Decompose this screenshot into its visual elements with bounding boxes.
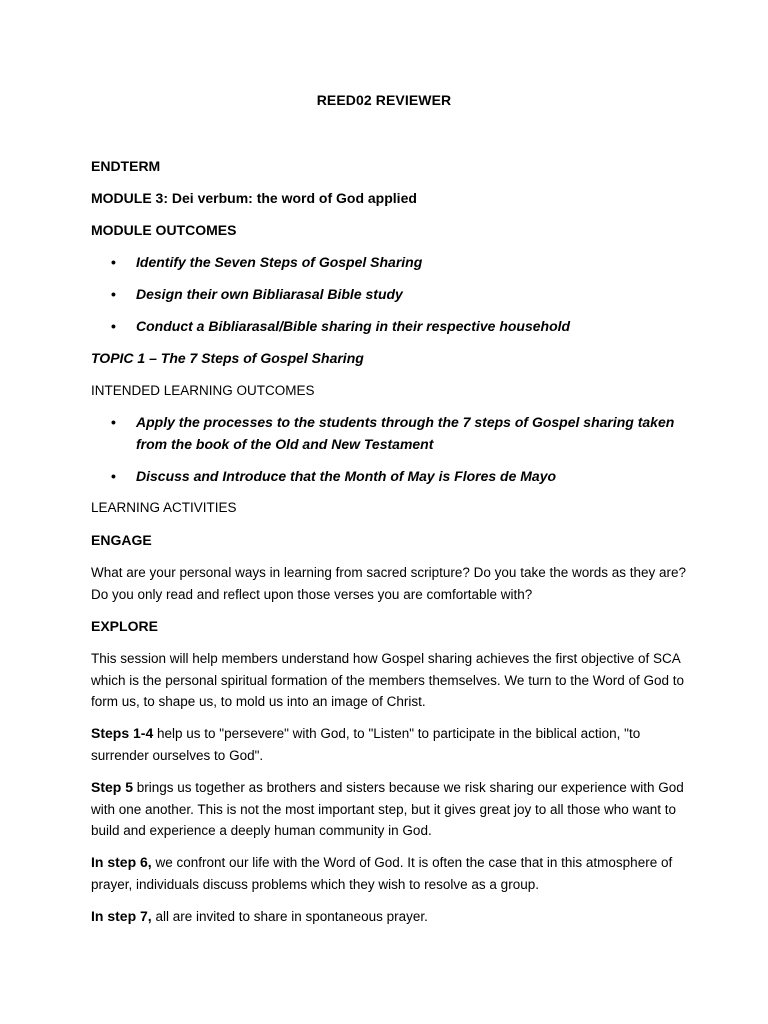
topic-heading: TOPIC 1 – The 7 Steps of Gospel Sharing <box>91 350 364 366</box>
step-text: we confront our life with the Word of God. It is often the case that in this atmosphere of prayer, individuals discuss problems which they wish to resolve as a group. <box>91 855 673 892</box>
learning-activities-heading: LEARNING ACTIVITIES <box>91 500 237 515</box>
ilo-item: • Discuss and Introduce that the Month of May is Flores de Mayo <box>111 465 691 487</box>
engage-paragraph: What are your personal ways in learning from sacred scripture? Do you take the words as they are? Do you only read and reflect upon those verses you are comfortable with? <box>91 565 687 602</box>
module-heading: MODULE 3: Dei verbum: the word of God applied <box>91 190 417 206</box>
bullet-icon: • <box>111 318 116 334</box>
step-text: help us to "persevere" with God, to "Listen" to participate in the biblical action, "to surrender ourselves to God". <box>91 726 641 763</box>
module-outcome-item: • Identify the Seven Steps of Gospel Sharing <box>111 251 691 273</box>
ilo-heading: INTENDED LEARNING OUTCOMES <box>91 383 315 398</box>
bullet-icon: • <box>111 286 116 302</box>
step-paragraph <box>91 852 691 895</box>
engage-heading: ENGAGE <box>91 532 152 548</box>
ilo-item: • Apply the processes to the students through the 7 steps of Gospel sharing taken from the book of the Old and New Testament <box>111 411 691 455</box>
step-text: all are invited to share in spontaneous prayer. <box>151 909 428 924</box>
module-outcome-item: • Conduct a Bibliarasal/Bible sharing in their respective household <box>111 315 691 337</box>
step-lead: Steps 1-4 <box>91 725 154 741</box>
step-lead: Step 5 <box>91 779 134 795</box>
module-outcome-item: • Design their own Bibliarasal Bible study <box>111 283 691 305</box>
step-paragraph <box>91 723 691 766</box>
bullet-icon: • <box>111 468 116 484</box>
step-lead: In step 7, <box>91 908 152 924</box>
step-text: brings us together as brothers and sisters because we risk sharing our experience with God with one another. This is not the most important step, but it gives great joy to all those who want to build and experience a deeply human community in God. <box>91 780 684 838</box>
explore-heading: EXPLORE <box>91 618 158 634</box>
step-lead: In step 6, <box>91 854 152 870</box>
step-paragraph <box>91 777 691 842</box>
explore-paragraph: This session will help members understand how Gospel sharing achieves the first objective of SCA which is the personal spiritual formation of the members themselves. We turn to the Word of God to form us, to shape us, to mold us into an image of Christ. <box>91 651 685 709</box>
document-title: REED02 REVIEWER <box>316 92 452 108</box>
module-outcomes-heading: MODULE OUTCOMES <box>91 222 237 238</box>
bullet-icon: • <box>111 414 116 430</box>
endterm-heading: ENDTERM <box>91 158 161 174</box>
bullet-icon: • <box>111 254 116 270</box>
step-paragraph <box>91 906 691 928</box>
